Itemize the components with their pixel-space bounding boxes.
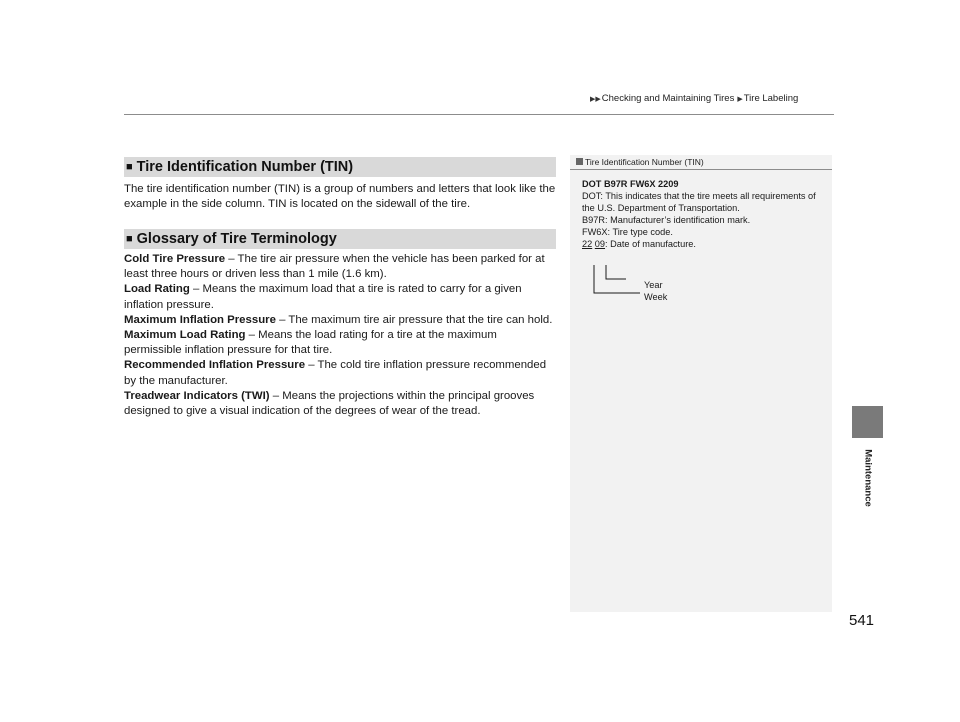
glossary-entry [124, 313, 556, 328]
week-label: Week [644, 292, 668, 302]
glossary-term: Recommended Inflation Pressure [124, 359, 306, 372]
tin-date-description [582, 238, 822, 250]
chapter-label-text: Maintenance [862, 449, 873, 507]
glossary-term: Treadwear Indicators (TWI) [124, 389, 270, 402]
header-divider [124, 114, 834, 115]
side-column-divider [570, 169, 832, 170]
page-number: 541 [849, 612, 875, 629]
breadcrumb-item[interactable]: Tire Labeling [743, 93, 799, 104]
glossary-term: Cold Tire Pressure [124, 253, 226, 265]
chapter-tab[interactable] [852, 406, 883, 438]
glossary-entry [124, 282, 556, 312]
date-description-text: : Date of manufacture. [605, 239, 696, 249]
glossary-list [124, 252, 556, 419]
reference-box-icon [576, 158, 583, 165]
glossary-entry [124, 328, 556, 358]
section-heading-tin [124, 157, 556, 177]
section-marker-icon: ■ [126, 233, 133, 245]
tin-paragraph: The tire identification number (TIN) is a group of numbers and letters that look like the example in the side column. TIN is located on the sidewall of the tire. [124, 183, 556, 211]
glossary-term: Load Rating [124, 283, 190, 296]
side-column [570, 155, 832, 612]
tin-example-code: DOT B97R FW6X 2209 [582, 179, 679, 189]
year-label: Year [644, 280, 663, 290]
section-heading-glossary [124, 229, 556, 249]
glossary-entry [124, 252, 556, 282]
side-column-title [576, 157, 704, 167]
date-code-leader-lines [570, 265, 832, 305]
date-year-digits: 22 [582, 239, 593, 249]
section-heading-text: Tire Identification Number (TIN) [136, 159, 354, 175]
breadcrumb-arrow-icon: ▶▶ [590, 96, 601, 103]
breadcrumb [590, 93, 801, 104]
section-marker-icon: ■ [126, 161, 133, 173]
glossary-definition: – The cold tire inflation pressure recommended by the manufacturer. [124, 359, 547, 387]
glossary-entry [124, 358, 556, 388]
date-code-diagram [570, 265, 832, 305]
glossary-definition: – The tire air pressure when the vehicle has been parked for at least three hours or driven less than 1 mile (1.6 km). [124, 253, 545, 281]
glossary-definition: – Means the maximum load that a tire is rated to carry for a given inflation pressure. [124, 283, 522, 311]
glossary-term: Maximum Inflation Pressure [124, 313, 276, 326]
glossary-definition: – Means the load rating for a tire at the maximum permissible inflation pressure for that tire. [124, 329, 497, 357]
glossary-term: Maximum Load Rating [124, 329, 246, 342]
glossary-entry [124, 389, 556, 419]
breadcrumb-arrow-icon: ▶ [737, 96, 743, 103]
side-column-title-text: Tire Identification Number (TIN) [585, 157, 704, 167]
glossary-definition: – The maximum tire air pressure that the tire can hold. [275, 313, 553, 326]
tin-explanation [582, 178, 822, 250]
date-week-digits: 09 [594, 239, 606, 249]
year-leader-line [606, 265, 626, 279]
tin-dot-description: DOT: This indicates that the tire meets all requirements of the U.S. Department of Transportation. [582, 191, 816, 213]
tin-manufacturer-description: B97R: Manufacturer’s identification mark. [582, 215, 751, 225]
tin-type-description: FW6X: Tire type code. [582, 227, 673, 237]
breadcrumb-item[interactable]: Checking and Maintaining Tires [601, 93, 735, 104]
section-heading-text: Glossary of Tire Terminology [136, 231, 337, 247]
glossary-definition: – Means the projections within the principal grooves designed to give a visual indication of the degrees of wear of the tread. [124, 389, 535, 418]
chapter-label [852, 438, 883, 528]
